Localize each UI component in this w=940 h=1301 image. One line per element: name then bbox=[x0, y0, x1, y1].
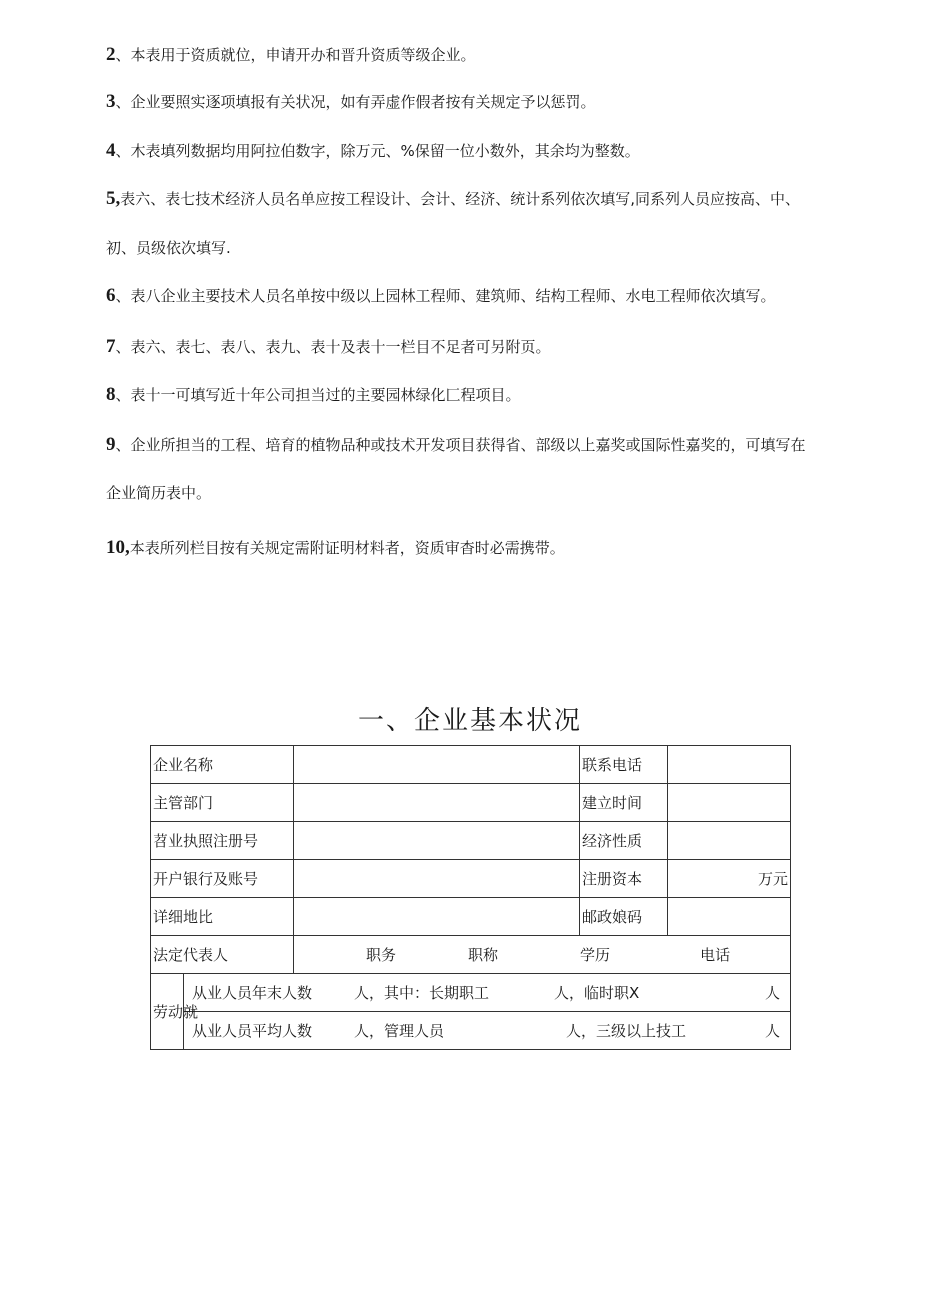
established-label: 建立时间 bbox=[580, 784, 668, 822]
note-9: 9、企业所担当的工程、培育的植物品种或技术开发项目获得省、部级以上嘉奖或国际性嘉奖的，可填写在 bbox=[106, 434, 806, 455]
established-field[interactable] bbox=[668, 784, 791, 822]
skilled-worker-label: 人，三级以上技工 bbox=[566, 1022, 687, 1040]
legal-rep-label: 法定代表人 bbox=[151, 936, 294, 974]
license-no-field[interactable] bbox=[294, 822, 580, 860]
table-row bbox=[151, 1012, 791, 1050]
phone-label: 联系电话 bbox=[580, 746, 668, 784]
note-8: 8、表十一可填写近十年公司担当过的主要园林绿化匚程项目。 bbox=[106, 384, 521, 405]
table-row bbox=[151, 936, 791, 974]
management-staff-label: 人，管理人员 bbox=[354, 1022, 445, 1040]
license-no-label: 苕业执照注册号 bbox=[151, 822, 294, 860]
skilled-worker-unit: 人 bbox=[765, 1022, 781, 1040]
phone-field[interactable] bbox=[668, 746, 791, 784]
note-4: 4、木表填列数据均用阿拉伯数字，除万元、%保留一位小数外，其余均为整数。 bbox=[106, 140, 640, 161]
postcode-field[interactable] bbox=[668, 898, 791, 936]
economic-nature-field[interactable] bbox=[668, 822, 791, 860]
table-row bbox=[151, 974, 791, 1012]
registered-capital-field[interactable] bbox=[668, 860, 791, 898]
table-row bbox=[151, 784, 791, 822]
year-end-count-label: 从业人员年末人数 bbox=[192, 984, 313, 1002]
note-10: 10,本表所列栏目按有关规定需附证明材料者，资质审杳时必需携带。 bbox=[106, 537, 565, 558]
long-term-staff-label: 人，其中：长期职工 bbox=[354, 984, 490, 1002]
bank-account-field[interactable] bbox=[294, 860, 580, 898]
note-9-continued: 企业简历表中。 bbox=[106, 484, 212, 502]
table-row bbox=[151, 898, 791, 936]
note-2: 2、本表用于资质就位，申请开办和晋升资质等级企业。 bbox=[106, 44, 476, 65]
company-basic-info-table bbox=[150, 745, 791, 1050]
bank-account-label: 开户银行及账号 bbox=[151, 860, 294, 898]
legal-rep-details[interactable] bbox=[294, 936, 791, 974]
economic-nature-label: 经济性质 bbox=[580, 822, 668, 860]
temporary-unit: 人 bbox=[765, 984, 781, 1002]
address-field[interactable] bbox=[294, 898, 580, 936]
company-name-label: 企业名称 bbox=[151, 746, 294, 784]
supervisor-label: 主管部门 bbox=[151, 784, 294, 822]
table-row bbox=[151, 746, 791, 784]
supervisor-field[interactable] bbox=[294, 784, 580, 822]
section-title: 一、企业基本状况 bbox=[357, 706, 582, 736]
note-5-continued: 初、员级依次填写. bbox=[106, 239, 231, 257]
note-6: 6、表八企业主要技术人员名单按中级以上园林工程师、建筑师、结构工程师、水电工程师依次填写。 bbox=[106, 285, 776, 306]
title-label: 职称 bbox=[468, 946, 499, 964]
table-row bbox=[151, 860, 791, 898]
postcode-label: 邮政娘码 bbox=[580, 898, 668, 936]
table-row bbox=[151, 822, 791, 860]
company-name-field[interactable] bbox=[294, 746, 580, 784]
labor-row-2[interactable] bbox=[184, 1012, 791, 1050]
labor-row-1[interactable] bbox=[184, 974, 791, 1012]
position-label: 职务 bbox=[366, 946, 397, 964]
education-label: 学历 bbox=[580, 946, 611, 964]
capital-unit: 万元 bbox=[758, 870, 789, 888]
note-5: 5,表六、表七技术经济人员名单应按工程设计、会计、经济、统计系列依次填写,同系列人员应按高、中、 bbox=[106, 188, 801, 209]
address-label: 详细地比 bbox=[151, 898, 294, 936]
temporary-staff-label: 人，临时职X bbox=[554, 984, 640, 1002]
registered-capital-label: 注册资本 bbox=[580, 860, 668, 898]
note-3: 3、企业要照实逐项填报有关状况，如有弄虚作假者按有关规定予以惩罚。 bbox=[106, 91, 596, 112]
labor-label: 劳动就 bbox=[151, 974, 184, 1050]
rep-phone-label: 电话 bbox=[700, 946, 731, 964]
note-7: 7、表六、表七、表八、表九、表十及表十一栏目不足者可另附页。 bbox=[106, 336, 551, 357]
average-count-label: 从业人员平均人数 bbox=[192, 1022, 313, 1040]
